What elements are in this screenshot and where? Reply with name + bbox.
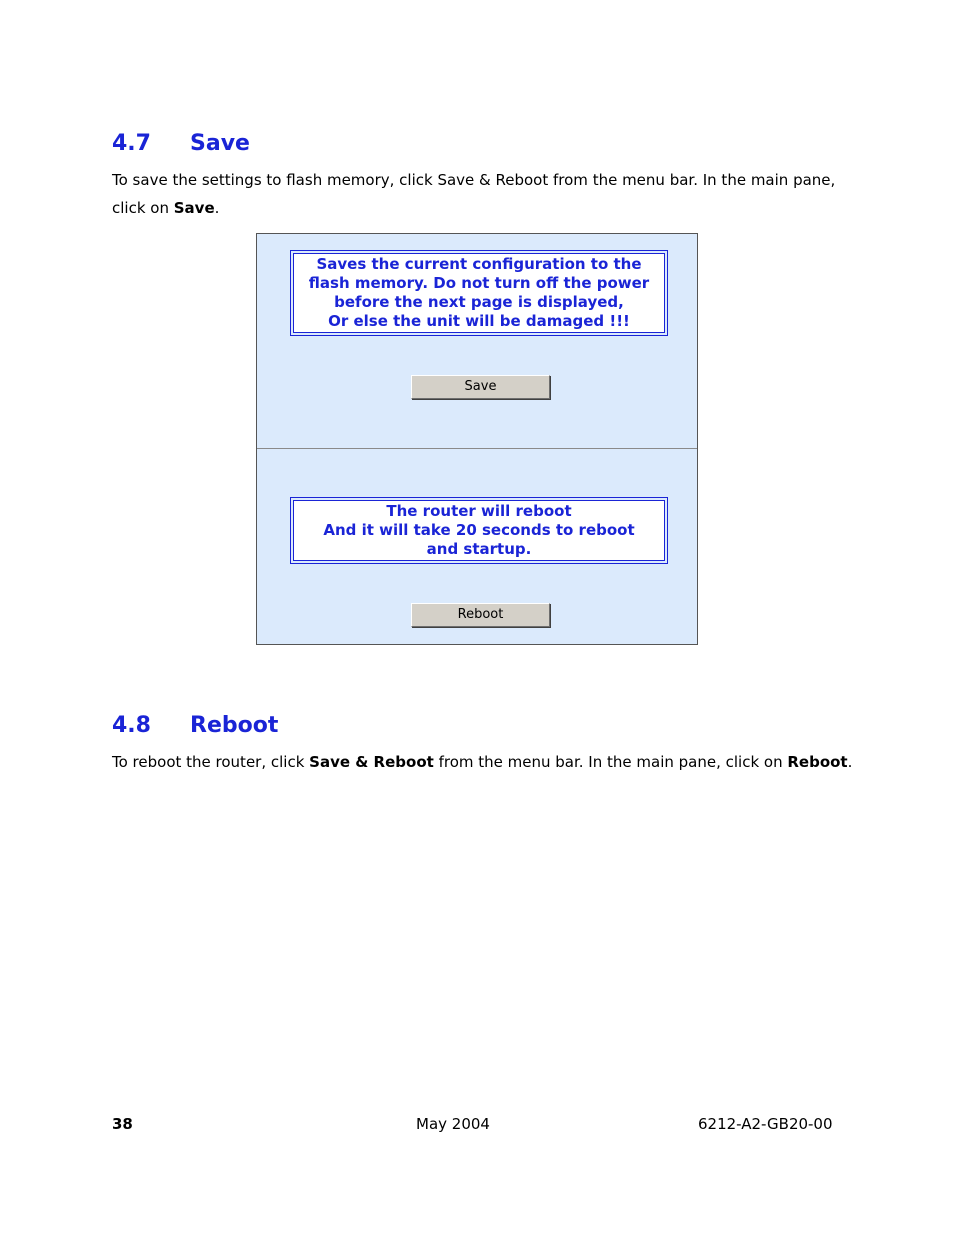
save-pane bbox=[257, 234, 697, 449]
reboot-paragraph-end: . bbox=[847, 753, 853, 771]
reboot-paragraph-text: To reboot the router, click bbox=[112, 753, 310, 771]
section-title: Save bbox=[190, 131, 250, 156]
save-paragraph-bold: Save bbox=[173, 199, 215, 217]
reboot-notice-line: and startup. bbox=[426, 540, 532, 558]
reboot-paragraph-bold: Save & Reboot bbox=[309, 753, 434, 771]
save-button[interactable]: Save bbox=[411, 375, 550, 399]
reboot-notice-line: And it will take 20 seconds to reboot bbox=[323, 521, 635, 539]
reboot-notice-line: The router will reboot bbox=[386, 502, 572, 520]
section-title: Reboot bbox=[190, 713, 279, 738]
reboot-button[interactable]: Reboot bbox=[411, 603, 550, 627]
section-number: 4.7 bbox=[112, 131, 151, 156]
page-number: 38 bbox=[112, 1115, 133, 1133]
save-paragraph-end: . bbox=[214, 199, 220, 217]
save-paragraph bbox=[112, 166, 857, 222]
save-warning-line: flash memory. Do not turn off the power bbox=[308, 274, 650, 292]
save-warning-line: before the next page is displayed, bbox=[334, 293, 624, 311]
reboot-pane bbox=[257, 449, 697, 644]
footer-doc-id: 6212-A2-GB20-00 bbox=[698, 1115, 833, 1133]
section-number: 4.8 bbox=[112, 713, 151, 738]
save-warning-line: Saves the current configuration to the bbox=[316, 255, 642, 273]
save-warning-box bbox=[293, 253, 665, 333]
router-ui-screenshot bbox=[256, 233, 698, 645]
reboot-paragraph-bold: Reboot bbox=[787, 753, 848, 771]
reboot-paragraph-text: from the menu bar. In the main pane, click on bbox=[433, 753, 788, 771]
reboot-paragraph bbox=[112, 748, 857, 776]
section-heading-save bbox=[112, 131, 250, 157]
save-paragraph-text: To save the settings to flash memory, click Save & Reboot from the menu bar. In the main pane, click on bbox=[112, 171, 836, 217]
section-heading-reboot bbox=[112, 713, 278, 739]
save-warning-line: Or else the unit will be damaged !!! bbox=[328, 312, 630, 330]
footer-date: May 2004 bbox=[416, 1115, 490, 1133]
reboot-notice-box bbox=[293, 500, 665, 561]
